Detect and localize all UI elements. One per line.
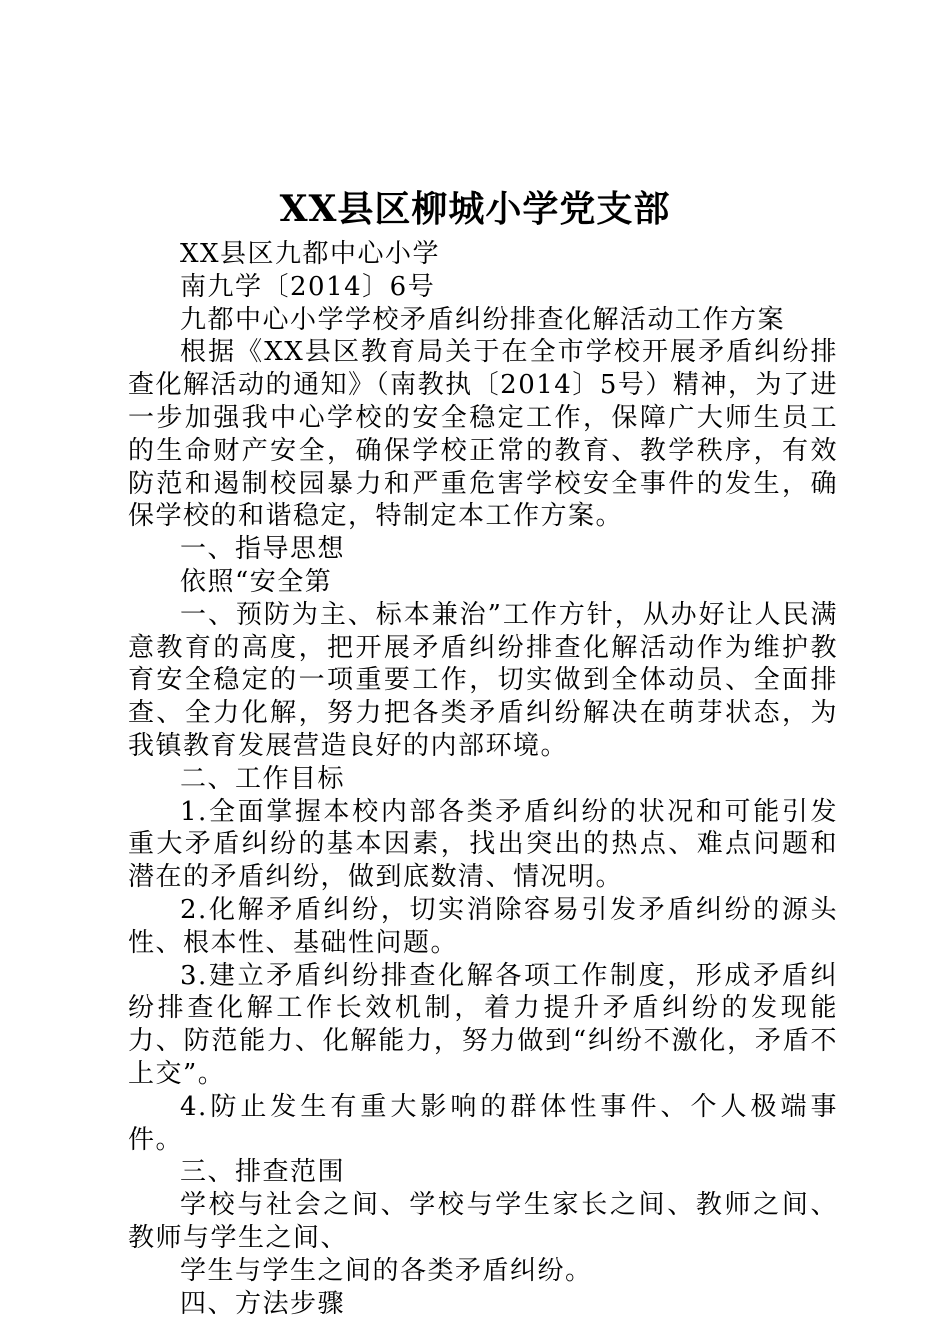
school-name-line: XX县区九都中心小学 (180, 239, 441, 269)
section-heading-scope: 三、排查范围 (180, 1157, 346, 1188)
paragraph: 依照“安全第 (180, 566, 333, 597)
paragraph: 学校与社会之间、学校与学生家长之间、教师之间、教师与学生之间、 (128, 1190, 838, 1253)
section-heading-guiding-ideology: 一、指导思想 (180, 534, 346, 565)
section-heading-methods: 四、方法步骤 (180, 1288, 346, 1319)
goal-item: 1.全面掌握本校内部各类矛盾纠纷的状况和可能引发重大矛盾纠纷的基本因素，找出突出的热点、难点问题和潜在的矛盾纠纷，做到底数清、情况明。 (128, 796, 838, 893)
goal-item: 4.防止发生有重大影响的群体性事件、个人极端事件。 (128, 1091, 838, 1155)
section-heading-work-goals: 二、工作目标 (180, 763, 346, 794)
intro-paragraph: 根据《XX县区教育局关于在全市学校开展矛盾纠纷排查化解活动的通知》（南教执〔2014〕5号）精神，为了进一步加强我中心学校的安全稳定工作，保障广大师生员工的生命财产安全，确保学校正常的教育、教学秩序，有效防范和遏制校园暴力和严重危害学校安全事件的发生，确保学校的和谐稳定，特制定本工作方案。 (128, 337, 838, 532)
plan-title: 九都中心小学学校矛盾纠纷排查化解活动工作方案 (180, 304, 786, 335)
goal-item: 2.化解矛盾纠纷，切实消除容易引发矛盾纠纷的源头性、根本性、基础性问题。 (128, 894, 838, 958)
document-title: XX县区柳城小学党支部 (279, 188, 671, 230)
paragraph: 学生与学生之间的各类矛盾纠纷。 (180, 1255, 593, 1286)
document-body (128, 238, 838, 1320)
goal-item: 3.建立矛盾纠纷排查化解各项工作制度，形成矛盾纠纷排查化解工作长效机制，着力提升矛盾纠纷的发现能力、防范能力、化解能力，努力做到“纠纷不激化，矛盾不上交”。 (128, 960, 838, 1089)
paragraph: 一、预防为主、标本兼治”工作方针，从办好让人民满意教育的高度，把开展矛盾纠纷排查化解活动作为维护教育安全稳定的一项重要工作，切实做到全体动员、全面排查、全力化解，努力把各类矛盾纠纷解决在萌芽状态，为我镇教育发展营造良好的内部环境。 (128, 599, 838, 761)
document-number: 南九学〔2014〕6号 (180, 271, 436, 302)
